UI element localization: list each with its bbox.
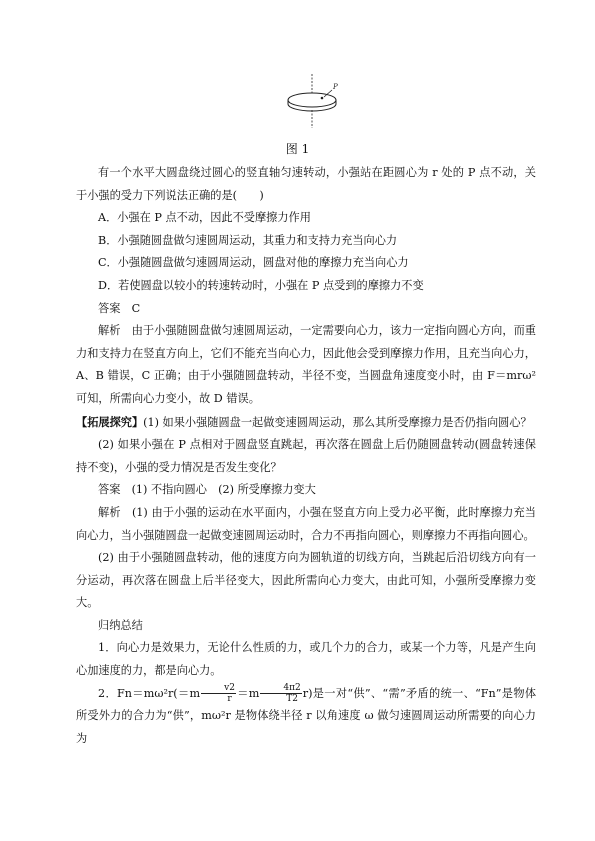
extension-q1-text: (1) 如果小强随圆盘一起做变速圆周运动，那么其所受摩擦力是否仍指向圆心？ bbox=[143, 415, 532, 429]
summary-item-2 bbox=[76, 683, 536, 751]
answer-line: 答案 C bbox=[98, 301, 141, 315]
fraction-v2-over-r bbox=[201, 683, 236, 704]
extension-analysis-1: 解析 (1) 由于小强的运动在水平面内，小强在竖直方向上受力必平衡，此时摩擦力充当向心力，当小强随圆盘一起做变速圆周运动时，合力不再指向圆心，则摩擦力不再指向圆心。 bbox=[76, 505, 536, 542]
question-stem: 有一个水平大圆盘绕过圆心的竖直轴匀速转动，小强站在距圆心为 r 处的 P 点不动，关于小强的受力下列说法正确的是( ) bbox=[76, 166, 536, 202]
summary-item-1: 1．向心力是效果力，无论什么性质的力，或几个力的合力，或某一个力等，凡是产生向心加速度的力，都是向心力。 bbox=[76, 641, 536, 678]
disk-top bbox=[288, 93, 336, 107]
extension-q2: (2) 如果小强在 P 点相对于圆盘竖直跳起，再次落在圆盘上后仍随圆盘转动(圆盘转速保持不变)，小强的受力情况是否发生变化？ bbox=[76, 438, 536, 474]
rotating-disk-figure bbox=[272, 72, 352, 132]
extension-analysis-2: (2) 由于小强随圆盘转动，他的速度方向为圆轨道的切线方向，当跳起后沿切线方向有一分运动，再次落在圆盘上后半径变大，因此所需向心力变大，由此可知，小强所受摩擦力变大。 bbox=[76, 551, 536, 610]
option-a: A．小强在 P 点不动，因此不受摩擦力作用 bbox=[98, 211, 311, 225]
point-p-label: P bbox=[333, 83, 338, 91]
formula-middle: ＝m bbox=[236, 686, 260, 700]
analysis-paragraph: 解析 由于小强随圆盘做匀速圆周运动，一定需要向心力，该力一定指向圆心方向，而重力和支持力在竖直方向上，它们不能充当向心力，因此他会受到摩擦力作用，且充当向心力，A、B 错误，C 正确；由于小强随圆盘转动，半径不变，当圆盘角速度变小时，由 F＝mrω²可知，所需向心力变小，故 D 错误。 bbox=[76, 324, 536, 405]
fraction-1-denominator: r bbox=[227, 694, 232, 705]
extension-answer: 答案 (1) 不指向圆心 (2) 所受摩擦力变大 bbox=[98, 483, 316, 497]
figure-caption: 图 1 bbox=[285, 142, 310, 156]
extension-q1 bbox=[76, 411, 536, 435]
option-d: D．若使圆盘以较小的转速转动时，小强在 P 点受到的摩擦力不变 bbox=[98, 278, 424, 292]
extension-tag: 【拓展探究】 bbox=[76, 414, 144, 429]
option-b: B．小强随圆盘做匀速圆周运动，其重力和支持力充当向心力 bbox=[98, 233, 398, 247]
option-c: C．小强随圆盘做匀速圆周运动，圆盘对他的摩擦力充当向心力 bbox=[98, 256, 409, 270]
fraction-2-denominator: T2 bbox=[286, 694, 298, 705]
fraction-1-numerator: v2 bbox=[201, 683, 236, 694]
fraction-2-numerator: 4π2 bbox=[260, 683, 301, 694]
fraction-4pi2-over-t2 bbox=[260, 683, 301, 704]
formula-end: r)是一对“供”、“需”矛盾的统一、“Fn”是物体所受外力的合力为“供”，mω²r 是物体绕半径 r 以角速度 ω 做匀速圆周运动所需要的向心力为 bbox=[76, 686, 537, 745]
formula-start: 2．Fn＝mω²r(＝m bbox=[98, 686, 201, 700]
summary-title: 归纳总结 bbox=[98, 618, 143, 632]
document-body bbox=[76, 162, 536, 750]
point-p-dot bbox=[321, 97, 324, 100]
